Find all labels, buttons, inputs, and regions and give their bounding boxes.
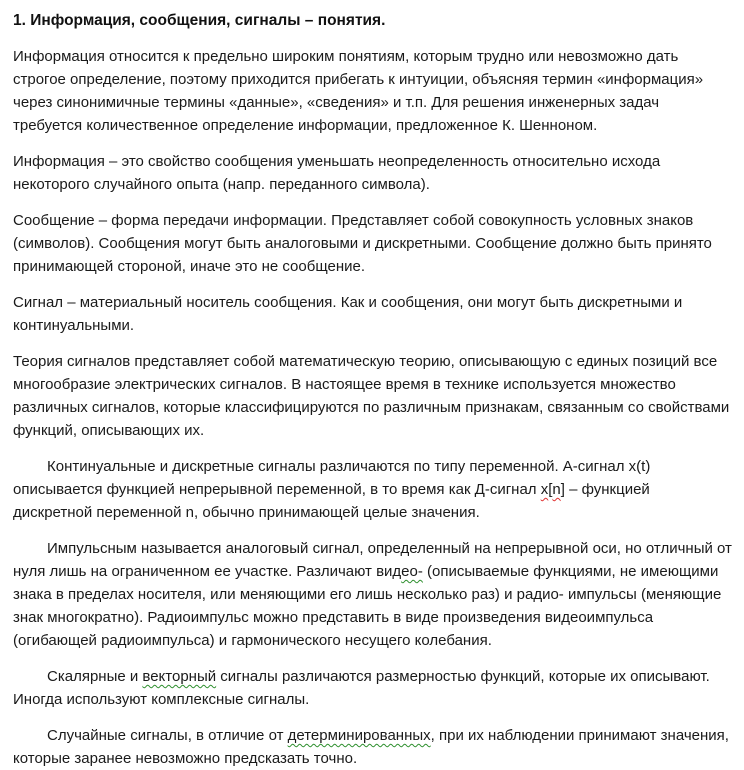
text-run: Информация относится к предельно широким понятиям, которым трудно или невозможно дать строгое определение, поэтому приходится прибегать к интуиции, объясняя термин «информация» через синонимичные термины «данные», «сведения» и т.п. Для решения инженерных задач требуется количественное определение информации, предложенное К. Шенноном. [13, 48, 704, 134]
document-title: 1. Информация, сообщения, сигналы – понятия. [13, 12, 386, 29]
paragraph [13, 291, 732, 337]
text-run: (описываемые функциями, не имеющими знака в пределах носителя, или меняющими его лишь несколько раз) и радио- импульсы (меняющие знак многократно). Радиоимпульс можно представить в виде произведения видеоимпульса (огибающей радиоимпульса) и гармонического несущего колебания. [13, 563, 722, 649]
grammar-squiggle-text: ео- [401, 563, 423, 580]
document-content [13, 45, 732, 770]
paragraph [13, 350, 732, 442]
text-run: , при их наблюдении принимают значения, которые заранее невозможно предсказать точно. [13, 727, 729, 767]
paragraph [13, 665, 732, 711]
grammar-squiggle-text: векторный [142, 668, 217, 685]
paragraph [13, 150, 732, 196]
text-run: Сигнал – материальный носитель сообщения. Как и сообщения, они могут быть дискретными и континуальными. [13, 294, 683, 334]
text-run: ] [560, 481, 565, 498]
grammar-squiggle-text: детерминированных [287, 727, 431, 744]
text-run: Информация – это свойство сообщения уменьшать неопределенность относительно исхода некоторого случайного опыта (напр. переданного символа). [13, 153, 661, 193]
text-run: Сообщение – форма передачи информации. Представляет собой совокупность условных знаков (символов). Сообщения могут быть аналоговыми и дискретными. Сообщение должно быть принято принимающей стороной, иначе это не сообщение. [13, 212, 712, 275]
paragraph [13, 537, 732, 652]
text-run: Континуальные и дискретные сигналы различаются по типу переменной. А-сигнал x(t) описывается функцией непрерывной переменной, в то время как Д-сигнал [13, 458, 651, 498]
spelling-squiggle-text: x [540, 481, 549, 498]
text-run: Импульсным называется аналоговый сигнал, определенный на непрерывной оси, но отличный от нуля лишь на ограниченном ее участке. Различают вид [13, 540, 732, 580]
text-run: Теория сигналов представляет собой математическую теорию, описывающую с единых позиций все многообразие электрических сигналов. В настоящее время в технике используется множество различных сигналов, которые классифицируются по различным признакам, связанным со свойствами функций, описывающих их. [13, 353, 730, 439]
paragraph [13, 209, 732, 278]
text-run: Случайные сигналы, в отличие от [47, 727, 288, 744]
text-run: Скалярные и [47, 668, 143, 685]
text-run: сигналы различаются размерностью функций, которые их описывают. Иногда используют комплексные сигналы. [13, 668, 710, 708]
paragraph [13, 455, 732, 524]
text-run: – функцией дискретной переменной n, обычно принимающей целые значения. [13, 481, 650, 521]
text-run: [ [548, 481, 553, 498]
paragraph [13, 45, 732, 137]
spelling-squiggle-text: n [552, 481, 561, 498]
paragraph [13, 724, 732, 770]
